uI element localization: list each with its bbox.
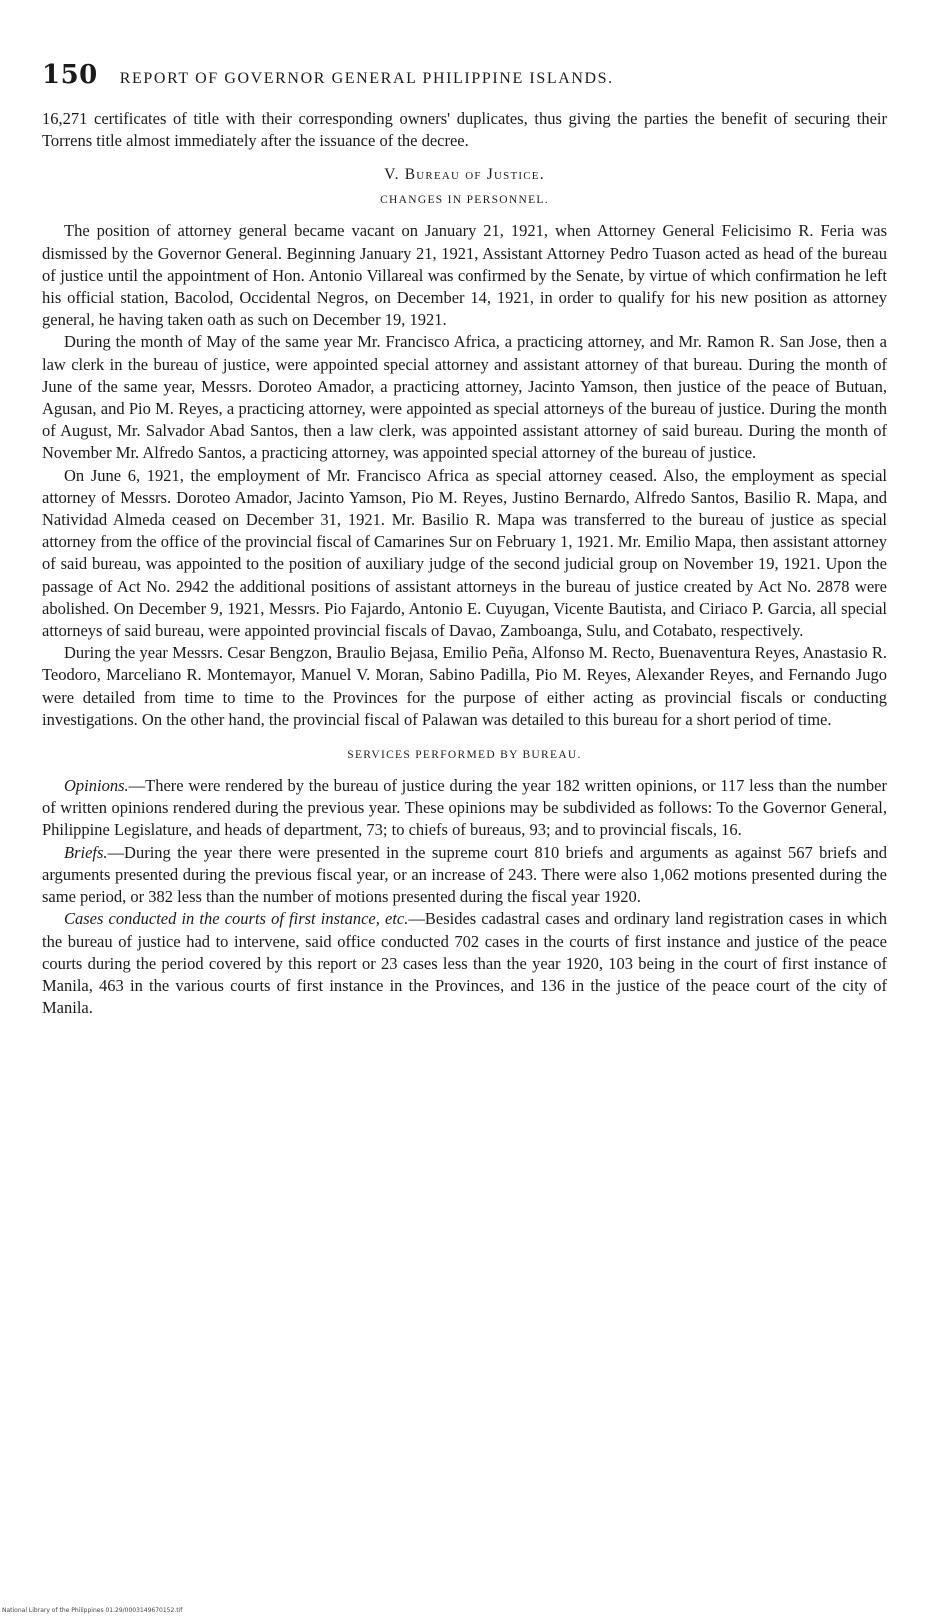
running-title: REPORT OF GOVERNOR GENERAL PHILIPPINE ISLANDS.: [119, 70, 614, 87]
personnel-paragraph: During the year Messrs. Cesar Bengzon, Braulio Bejasa, Emilio Peña, Alfonso M. Recto, Buenaventura Reyes, Anastasio R. Teodoro, Marceliano R. Montemayor, Manuel V. Moran, Sabino Padilla, Pio M. Reyes, Alexander Reyes, and Fernando Jugo were detailed from time to time to the Provinces for the purpose of either acting as provincial fiscals or conducting investigations. On the other hand, the provincial fiscal of Palawan was detailed to this bureau for a short period of time.: [42, 643, 887, 729]
personnel-paragraph: On June 6, 1921, the employment of Mr. Francisco Africa as special attorney ceased. Also, the employment as special attorney of Messrs. Doroteo Amador, Jacinto Yamson, Pio M. Reyes, Justino Bernardo, Alfredo Santos, Basilio R. Mapa, and Natividad Almeda ceased on December 31, 1921. Mr. Basilio R. Mapa was transferred to the bureau of justice as special attorney from the office of the provincial fiscal of Camarines Sur on February 1, 1921. Mr. Emilio Mapa, then assistant attorney of said bureau, was appointed to the position of auxiliary judge of the second judicial group on November 19, 1921. Upon the passage of Act No. 2942 the additional positions of assistant attorneys in the bureau of justice created by Act No. 2878 were abolished. On December 9, 1921, Messrs. Pio Fajardo, Antonio E. Cuyugan, Vicente Bautista, and Ciriaco P. Garcia, all special attorneys of said bureau, were appointed provincial fiscals of Davao, Zamboanga, Sulu, and Cotabato, respectively.: [42, 465, 887, 641]
subheading-personnel: CHANGES IN PERSONNEL.: [380, 194, 549, 207]
service-text: —There were rendered by the bureau of justice during the year 182 written opinions, or 117 less than the number of written opinions rendered during the previous year. These opinions may be subdivided as follows: To the Governor General, Philippine Legislature, and heads of department, 73; to chiefs of bureaus, 93; and to provincial fiscals, 16.: [42, 776, 887, 840]
service-label: Briefs.: [64, 842, 108, 862]
personnel-paragraph: The position of attorney general became vacant on January 21, 1921, when Attorney General Felicisimo R. Feria was dismissed by the Governor General. Beginning January 21, 1921, Assistant Attorney Pedro Tuason acted as head of the bureau of justice until the appointment of Hon. Antonio Villareal was confirmed by the Senate, by virtue of which confirmation he left his official station, Bacolod, Occidental Negros, on December 14, 1921, in order to qualify for his new position as attorney general, he having taken oath as such on December 19, 1921.: [42, 221, 887, 330]
subheading-services: SERVICES PERFORMED BY BUREAU.: [347, 749, 582, 762]
section-heading: V. Bureau of Justice.: [384, 166, 545, 184]
page-number: 150: [42, 60, 98, 90]
service-text: —Besides cadastral cases and ordinary land registration cases in which the bureau of justice had to intervene, said office conducted 702 cases in the courts of first instance and justice of the peace courts during the period covered by this report or 23 cases less than the year 1920, 103 being in the court of first instance of Manila, 463 in the various courts of first instance in the Provinces, and 136 in the justice of the peace court of the city of Manila.: [42, 909, 887, 1018]
service-label: Opinions.: [64, 776, 129, 796]
service-paragraph-opinions: [42, 775, 887, 842]
service-paragraph-cases: [42, 908, 887, 1019]
intro-paragraph: 16,271 certificates of title with their corresponding owners' duplicates, thus giving the parties the benefit of securing their Torrens title almost immediately after the issuance of the decree.: [42, 109, 887, 151]
service-paragraph-briefs: [42, 842, 887, 909]
archive-stamp: National Library of the Philippines 01.29/0003149670152.tif: [2, 1607, 183, 1614]
service-text: —During the year there were presented in the supreme court 810 briefs and arguments as against 567 briefs and arguments presented during the previous fiscal year, or an increase of 243. There were also 1,062 motions presented during the same period, or 382 less than the number of motions presented during the fiscal year 1920.: [42, 842, 887, 907]
personnel-paragraph: During the month of May of the same year Mr. Francisco Africa, a practicing attorney, and Mr. Ramon R. San Jose, then a law clerk in the bureau of justice, were appointed special attorney and assistant attorney of that bureau. During the month of June of the same year, Messrs. Doroteo Amador, a practicing attorney, Jacinto Yamson, then justice of the peace of Butuan, Agusan, and Pio M. Reyes, a practicing attorney, were appointed as special attorneys of the bureau of justice. During the month of August, Mr. Salvador Abad Santos, then a law clerk, was appointed assistant attorney of said bureau. During the month of November Mr. Alfredo Santos, a practicing attorney, was appointed special attorney of the bureau of justice.: [42, 332, 887, 463]
service-label: Cases conducted in the courts of first instance, etc.: [64, 909, 409, 929]
document-page: [42, 60, 887, 1019]
page-header: [42, 60, 887, 90]
